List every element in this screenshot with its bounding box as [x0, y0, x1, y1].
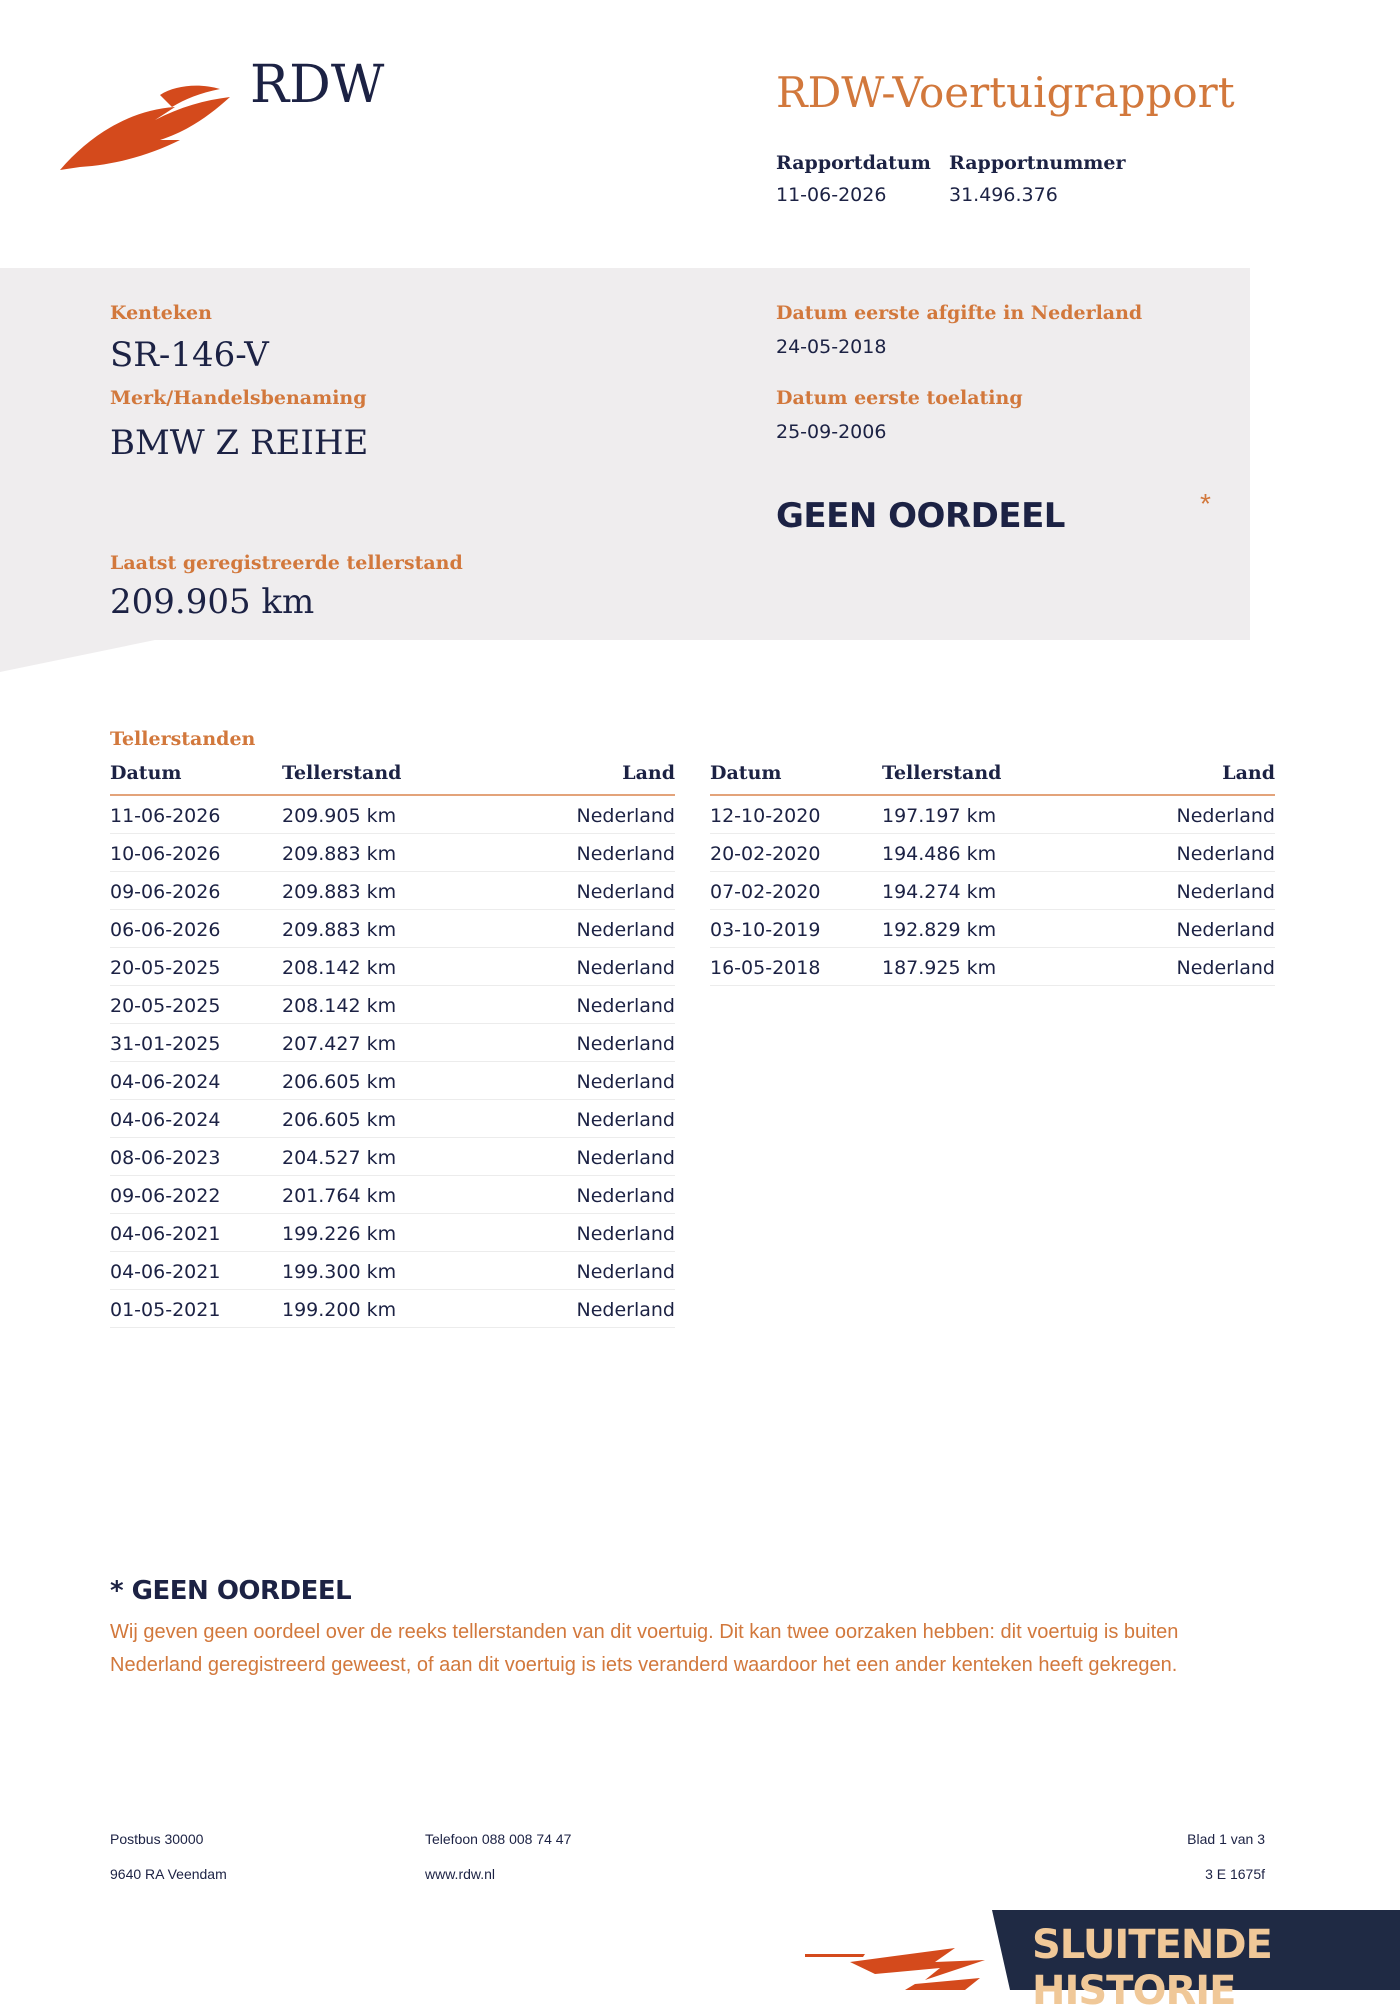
table-row: [110, 796, 675, 834]
col-date-header: Datum: [110, 762, 182, 784]
table-row: [110, 948, 675, 986]
cell-count: 199.226 km: [282, 1223, 397, 1245]
table-header: [110, 760, 675, 796]
cell-date: 07-02-2020: [710, 881, 821, 903]
table-row: [110, 1176, 675, 1214]
cell-count: 194.274 km: [882, 881, 997, 903]
cell-date: 06-06-2026: [110, 919, 221, 941]
cell-land: Nederland: [576, 1033, 675, 1055]
cell-land: Nederland: [1176, 957, 1275, 979]
first-nl-label: Datum eerste afgifte in Nederland: [776, 302, 1143, 324]
readings-table-right: [710, 760, 1275, 986]
col-land-header: Land: [1222, 762, 1275, 784]
table-row: [110, 1100, 675, 1138]
rdw-wing-logo-icon: [60, 85, 230, 180]
cell-date: 08-06-2023: [110, 1147, 221, 1169]
table-row: [710, 796, 1275, 834]
cell-land: Nederland: [576, 1185, 675, 1207]
first-admission-label: Datum eerste toelating: [776, 387, 1023, 409]
history-banner-text: SLUITENDE HISTORIE: [1032, 1922, 1272, 2014]
cell-date: 04-06-2021: [110, 1261, 221, 1283]
cell-count: 208.142 km: [282, 995, 397, 1017]
cell-land: Nederland: [576, 919, 675, 941]
cell-count: 194.486 km: [882, 843, 997, 865]
col-count-header: Tellerstand: [882, 762, 1002, 784]
cell-land: Nederland: [576, 805, 675, 827]
cell-count: 209.883 km: [282, 843, 397, 865]
report-number: 31.496.376: [949, 184, 1058, 206]
cell-date: 20-05-2025: [110, 995, 221, 1017]
cell-land: Nederland: [576, 1071, 675, 1093]
cell-land: Nederland: [576, 1109, 675, 1131]
table-row: [110, 1138, 675, 1176]
table-row: [710, 948, 1275, 986]
report-title: RDW-Voertuigrapport: [776, 68, 1235, 117]
table-row: [110, 910, 675, 948]
cell-count: 209.883 km: [282, 881, 397, 903]
footer-phone: Telefoon 088 008 74 47: [425, 1831, 572, 1847]
odometer-label: Laatst geregistreerde tellerstand: [110, 552, 463, 574]
cell-land: Nederland: [1176, 843, 1275, 865]
cell-date: 04-06-2024: [110, 1109, 221, 1131]
note-title: * GEEN OORDEEL: [110, 1576, 352, 1606]
report-date: 11-06-2026: [776, 184, 887, 206]
cell-date: 10-06-2026: [110, 843, 221, 865]
cell-date: 16-05-2018: [710, 957, 821, 979]
table-row: [710, 872, 1275, 910]
panel-tab-decoration: [0, 640, 155, 672]
report-date-label: Rapportdatum: [776, 152, 931, 174]
table-row: [710, 834, 1275, 872]
table-row: [110, 1024, 675, 1062]
cell-land: Nederland: [1176, 919, 1275, 941]
cell-count: 199.200 km: [282, 1299, 397, 1321]
cell-count: 204.527 km: [282, 1147, 397, 1169]
cell-date: 20-05-2025: [110, 957, 221, 979]
table-row: [110, 1214, 675, 1252]
first-admission-value: 25-09-2006: [776, 421, 887, 443]
cell-land: Nederland: [576, 957, 675, 979]
cell-count: 209.905 km: [282, 805, 397, 827]
cell-date: 20-02-2020: [710, 843, 821, 865]
plate-label: Kenteken: [110, 302, 212, 324]
cell-date: 01-05-2021: [110, 1299, 221, 1321]
cell-date: 11-06-2026: [110, 805, 221, 827]
cell-land: Nederland: [576, 995, 675, 1017]
table-row: [110, 1062, 675, 1100]
org-name: RDW: [250, 55, 385, 115]
cell-date: 04-06-2024: [110, 1071, 221, 1093]
brand-value: BMW Z REIHE: [110, 423, 369, 463]
cell-date: 03-10-2019: [710, 919, 821, 941]
first-nl-value: 24-05-2018: [776, 336, 887, 358]
cell-date: 31-01-2025: [110, 1033, 221, 1055]
report-number-label: Rapportnummer: [949, 152, 1126, 174]
table-row: [710, 910, 1275, 948]
footer-website[interactable]: www.rdw.nl: [425, 1866, 496, 1882]
cell-date: 12-10-2020: [710, 805, 821, 827]
table-body: [710, 796, 1275, 986]
cell-count: 206.605 km: [282, 1071, 397, 1093]
speed-lines-logo-icon: [805, 1940, 995, 1990]
cell-count: 187.925 km: [882, 957, 997, 979]
cell-land: Nederland: [1176, 881, 1275, 903]
footer-page-number: Blad 1 van 3: [1187, 1831, 1265, 1847]
cell-count: 199.300 km: [282, 1261, 397, 1283]
cell-land: Nederland: [576, 881, 675, 903]
cell-land: Nederland: [576, 843, 675, 865]
cell-count: 207.427 km: [282, 1033, 397, 1055]
cell-land: Nederland: [576, 1261, 675, 1283]
table-header: [710, 760, 1275, 796]
cell-count: 201.764 km: [282, 1185, 397, 1207]
odometer-value: 209.905 km: [110, 582, 315, 622]
footer-po-box: Postbus 30000: [110, 1831, 204, 1847]
cell-date: 09-06-2026: [110, 881, 221, 903]
cell-date: 09-06-2022: [110, 1185, 221, 1207]
footer-city: 9640 RA Veendam: [110, 1866, 227, 1882]
table-row: [110, 986, 675, 1024]
cell-count: 197.197 km: [882, 805, 997, 827]
table-row: [110, 1252, 675, 1290]
verdict-marker: *: [1200, 488, 1211, 519]
col-count-header: Tellerstand: [282, 762, 402, 784]
table-row: [110, 872, 675, 910]
table-body: [110, 796, 675, 1328]
cell-land: Nederland: [576, 1147, 675, 1169]
cell-count: 192.829 km: [882, 919, 997, 941]
readings-table-left: [110, 760, 675, 1328]
cell-count: 209.883 km: [282, 919, 397, 941]
cell-count: 208.142 km: [282, 957, 397, 979]
readings-title: Tellerstanden: [110, 728, 256, 750]
cell-land: Nederland: [1176, 805, 1275, 827]
col-land-header: Land: [622, 762, 675, 784]
plate-value: SR-146-V: [110, 335, 269, 375]
cell-date: 04-06-2021: [110, 1223, 221, 1245]
footer-code: 3 E 1675f: [1205, 1866, 1265, 1882]
brand-label: Merk/Handelsbenaming: [110, 387, 367, 409]
verdict: GEEN OORDEEL: [776, 496, 1065, 536]
table-row: [110, 834, 675, 872]
cell-land: Nederland: [576, 1223, 675, 1245]
note-text: Wij geven geen oordeel over de reeks tellerstanden van dit voertuig. Dit kan twee oorzaken hebben: dit voertuig is buiten Nederland geregistreerd geweest, of aan dit voertuig is iets veranderd waardoor het een ander kenteken heeft gekregen.: [110, 1621, 1179, 1676]
col-date-header: Datum: [710, 762, 782, 784]
cell-count: 206.605 km: [282, 1109, 397, 1131]
cell-land: Nederland: [576, 1299, 675, 1321]
table-row: [110, 1290, 675, 1328]
